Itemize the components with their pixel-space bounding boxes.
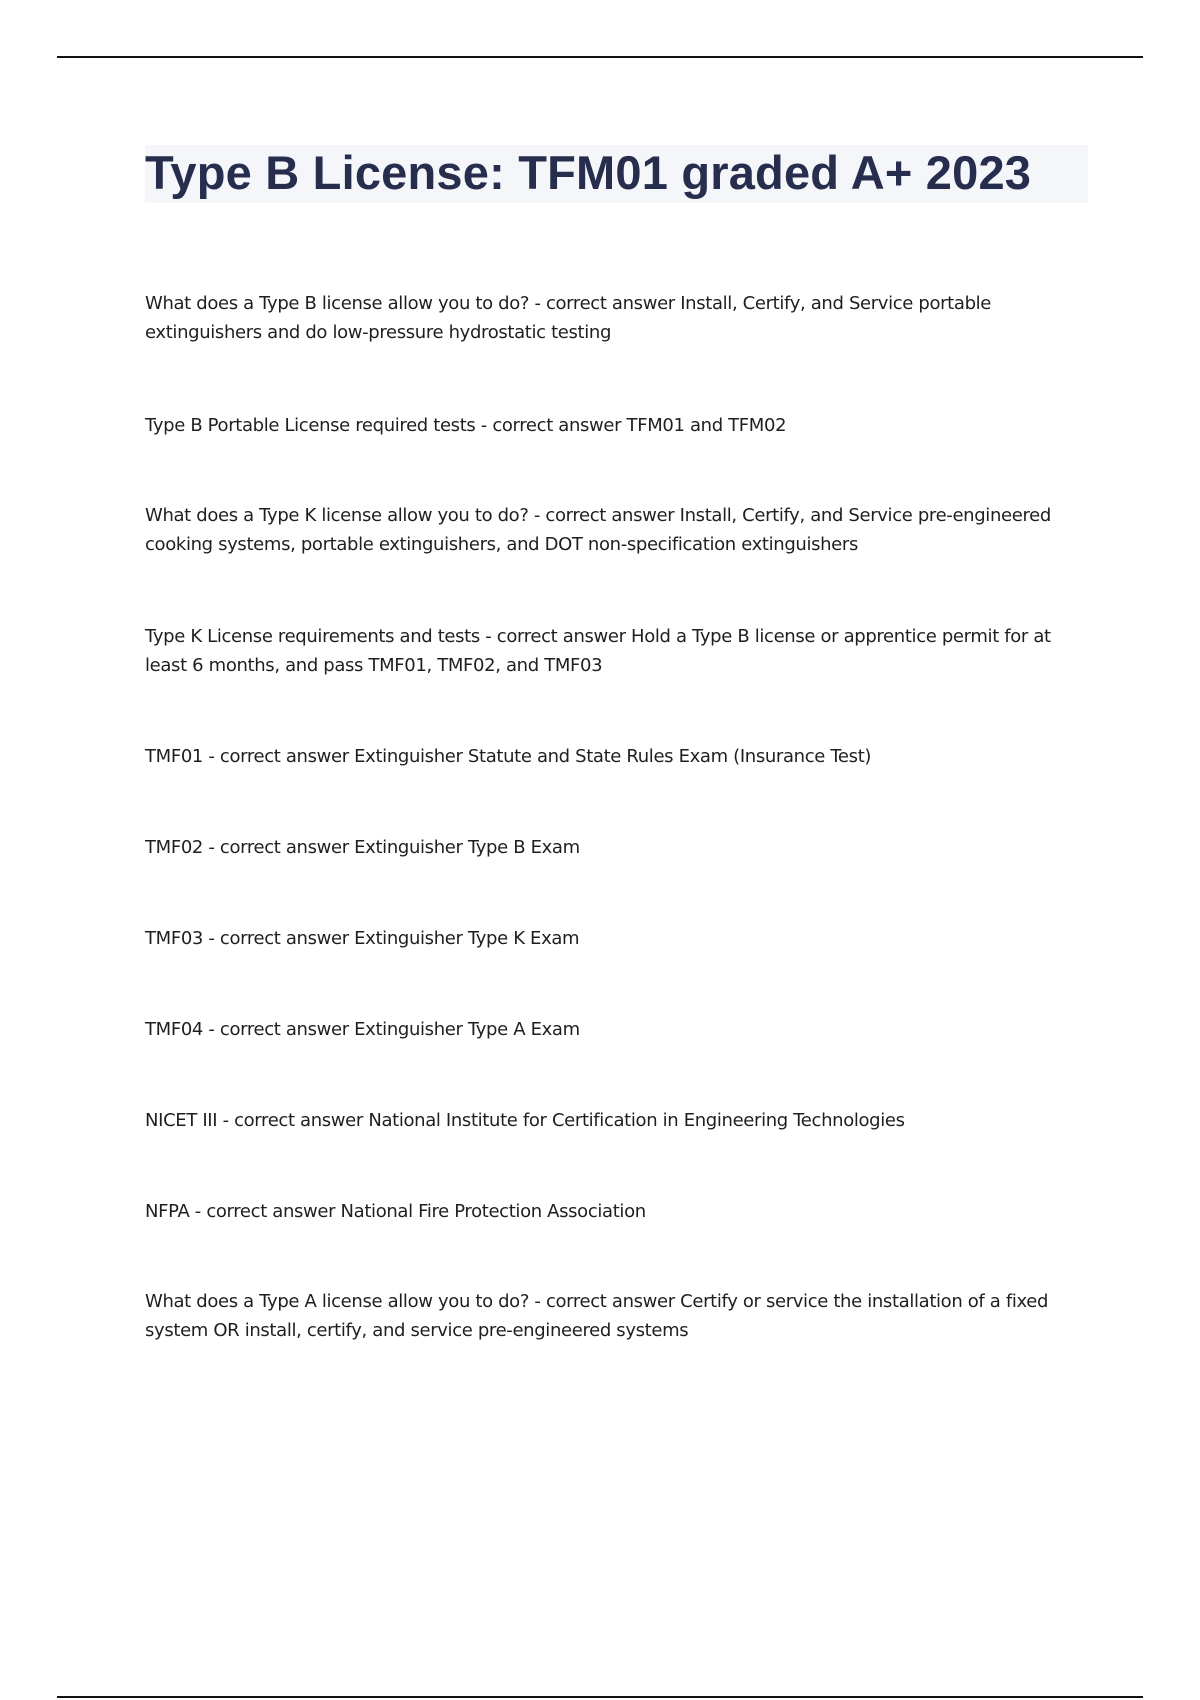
qa-item: NFPA - correct answer National Fire Protection Association <box>145 1201 646 1222</box>
top-divider <box>57 56 1143 58</box>
qa-item: TMF01 - correct answer Extinguisher Statute and State Rules Exam (Insurance Test) <box>145 746 872 767</box>
qa-item: Type K License requirements and tests - correct answer Hold a Type B license or apprentice permit for at least 6 months, and pass TMF01, TMF02, and TMF03 <box>145 626 1051 676</box>
qa-item: What does a Type B license allow you to do? - correct answer Install, Certify, and Service portable extinguishers and do low-pressure hydrostatic testing <box>145 293 992 343</box>
bottom-divider <box>57 1696 1143 1698</box>
qa-item: What does a Type K license allow you to do? - correct answer Install, Certify, and Service pre-engineered cooking systems, portable extinguishers, and DOT non-specification extinguishers <box>145 505 1051 555</box>
document-title: Type B License: TFM01 graded A+ 2023 <box>145 146 1032 199</box>
qa-item: TMF04 - correct answer Extinguisher Type A Exam <box>145 1019 580 1040</box>
qa-item: TMF02 - correct answer Extinguisher Type B Exam <box>145 837 580 858</box>
qa-item: NICET III - correct answer National Institute for Certification in Engineering Technologies <box>145 1110 905 1131</box>
qa-item: TMF03 - correct answer Extinguisher Type K Exam <box>145 928 580 949</box>
qa-item: Type B Portable License required tests - correct answer TFM01 and TFM02 <box>145 415 787 436</box>
qa-item: What does a Type A license allow you to do? - correct answer Certify or service the installation of a fixed system OR install, certify, and service pre-engineered systems <box>145 1291 1049 1341</box>
